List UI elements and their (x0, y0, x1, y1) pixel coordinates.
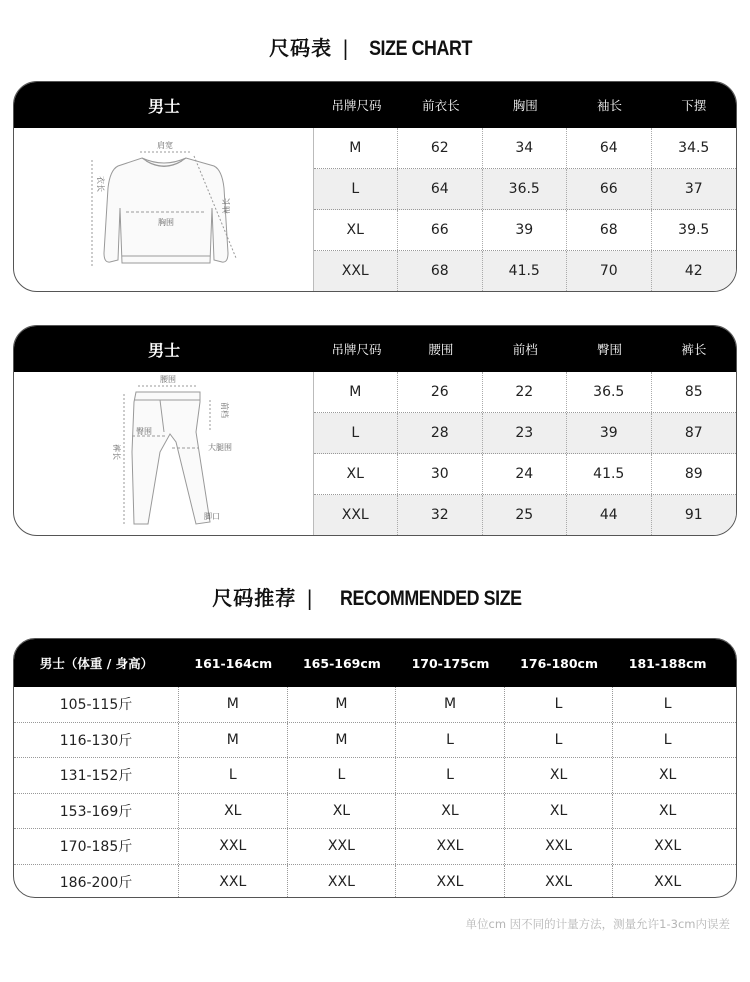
table-cell: 37 (684, 181, 703, 197)
size-cell: XXL (396, 829, 505, 864)
rec-col-height: 170-175cm (411, 655, 490, 671)
sweatshirt-illustration (14, 128, 314, 291)
recommended-size-table (13, 638, 737, 898)
size-cell: XXL (288, 865, 397, 899)
top-col-chest: 胸围 (512, 98, 538, 113)
label-sleeve: 袖长 (222, 198, 231, 214)
weight-cell: 131-152斤 (14, 758, 179, 793)
pants-col-hip: 臀围 (597, 342, 623, 357)
table-cell: XL (314, 210, 399, 250)
table-cell: 26 (398, 372, 483, 412)
size-cell: XXL (396, 865, 505, 899)
size-cell: XXL (179, 829, 288, 864)
top-col-hem: 下摆 (681, 98, 707, 113)
table-cell: 36.5 (567, 372, 652, 412)
table-row (14, 687, 736, 723)
table-cell: XXL (314, 251, 399, 291)
size-cell: L (396, 723, 505, 758)
top-col-sleeve: 袖长 (597, 98, 623, 113)
size-chart-title-en: SIZE CHART (368, 37, 472, 60)
table-cell: L (314, 169, 399, 209)
weight-cell: 170-185斤 (14, 829, 179, 864)
table-row (314, 169, 737, 210)
recommended-title-cn: 尺码推荐 (212, 586, 297, 610)
top-table-gender: 男士 (148, 96, 181, 116)
rec-col-height: 176-180cm (520, 655, 598, 671)
table-cell: 68 (567, 210, 652, 250)
table-row (14, 829, 736, 865)
table-cell: 41.5 (483, 251, 568, 291)
size-cell: XXL (505, 829, 614, 864)
sweatshirt-drawing (14, 128, 315, 291)
label-chest: 胸围 (158, 218, 174, 227)
label-thigh: 大腿围 (208, 443, 232, 452)
recommended-table-header (14, 639, 736, 687)
size-cell: M (288, 687, 397, 722)
table-cell: 64 (398, 169, 483, 209)
table-cell: 89 (684, 466, 703, 482)
title-separator: | (306, 586, 315, 610)
recommended-title (0, 582, 750, 611)
table-cell: M (314, 128, 399, 168)
table-cell: 36.5 (483, 169, 568, 209)
size-chart-title-cn: 尺码表 (269, 36, 333, 60)
measurement-footnote: 单位cm 因不同的计量方法，测量允许1-3cm内误差 (465, 917, 730, 931)
table-cell: 41.5 (567, 454, 652, 494)
size-cell: XL (505, 794, 614, 829)
size-cell: L (663, 696, 672, 713)
weight-cell: 105-115斤 (14, 687, 179, 722)
label-length: 衣长 (96, 176, 105, 192)
weight-cell: 153-169斤 (14, 794, 179, 829)
size-cell: XL (396, 794, 505, 829)
table-cell: 30 (398, 454, 483, 494)
rec-col-height: 181-188cm (628, 655, 707, 671)
table-cell: 66 (398, 210, 483, 250)
pants-col-waist: 腰围 (428, 342, 454, 357)
table-row (314, 495, 737, 535)
top-table-grid (314, 128, 737, 291)
size-cell: L (663, 731, 672, 748)
size-cell: M (396, 687, 505, 722)
table-row (314, 454, 737, 495)
pants-col-length: 裤长 (681, 342, 707, 357)
size-cell: L (505, 723, 614, 758)
table-row (314, 128, 737, 169)
size-cell: XL (658, 802, 677, 819)
label-hip: 臀围 (136, 427, 152, 436)
table-row (14, 865, 736, 899)
top-table-header (14, 82, 736, 128)
table-cell: 64 (567, 128, 652, 168)
table-cell: XL (314, 454, 399, 494)
pants-size-table (13, 325, 737, 536)
size-cell: L (505, 687, 614, 722)
size-cell: XL (288, 794, 397, 829)
table-cell: 39 (483, 210, 568, 250)
size-cell: M (179, 687, 288, 722)
table-cell: 85 (684, 384, 703, 400)
table-row (14, 723, 736, 759)
rec-col-height: 161-164cm (194, 655, 273, 671)
top-col-tag-size: 吊牌尺码 (331, 98, 382, 113)
label-rise: 前档 (220, 402, 229, 418)
pants-col-rise: 前档 (512, 342, 538, 357)
table-cell: 22 (483, 372, 568, 412)
table-cell: 44 (567, 495, 652, 535)
table-row (314, 413, 737, 454)
pants-table-header (14, 326, 736, 372)
top-col-front-length: 前衣长 (422, 98, 460, 113)
size-cell: L (288, 758, 397, 793)
size-cell: XXL (179, 865, 288, 899)
size-cell: XXL (288, 829, 397, 864)
table-cell: 25 (483, 495, 568, 535)
table-cell: 34 (483, 128, 568, 168)
pants-col-tag-size: 吊牌尺码 (331, 342, 382, 357)
table-cell: 39.5 (678, 222, 710, 238)
table-row (314, 372, 737, 413)
table-row (314, 210, 737, 251)
table-cell: 70 (567, 251, 652, 291)
label-waist: 腰围 (160, 375, 176, 384)
size-cell: XXL (505, 865, 614, 899)
table-cell: 23 (483, 413, 568, 453)
size-cell: XL (179, 794, 288, 829)
label-pants-length: 裤长 (112, 444, 121, 460)
size-cell: XL (658, 767, 677, 784)
pants-table-grid (314, 372, 737, 535)
table-cell: 28 (398, 413, 483, 453)
table-cell: 62 (398, 128, 483, 168)
size-cell: M (288, 723, 397, 758)
pants-table-gender: 男士 (148, 340, 181, 360)
table-cell: L (314, 413, 399, 453)
label-hem: 脚口 (204, 512, 220, 521)
top-size-table (13, 81, 737, 292)
rec-col-weight-height: 男士（体重 / 身高） (39, 656, 154, 671)
table-cell: 34.5 (678, 140, 710, 156)
table-cell: 42 (684, 263, 703, 279)
table-cell: XXL (314, 495, 399, 535)
rec-col-height: 165-169cm (302, 655, 381, 671)
size-cell: M (179, 723, 288, 758)
table-row (14, 758, 736, 794)
table-cell: 24 (483, 454, 568, 494)
recommended-table-body (14, 687, 736, 898)
table-cell: 66 (567, 169, 652, 209)
pants-drawing (14, 372, 315, 535)
table-row (314, 251, 737, 291)
size-cell: L (396, 758, 505, 793)
size-cell: XXL (654, 838, 682, 855)
table-cell: 91 (684, 507, 703, 523)
weight-cell: 186-200斤 (14, 865, 179, 899)
pants-illustration (14, 372, 314, 535)
table-cell: 68 (398, 251, 483, 291)
table-cell: M (314, 372, 399, 412)
table-cell: 87 (684, 425, 703, 441)
recommended-title-en: RECOMMENDED SIZE (340, 587, 522, 610)
size-chart-title (0, 32, 750, 61)
table-row (14, 794, 736, 830)
size-cell: XXL (654, 873, 682, 890)
table-cell: 32 (398, 495, 483, 535)
label-shoulder: 肩宽 (157, 141, 173, 150)
title-separator: | (342, 36, 350, 60)
size-cell: L (179, 758, 288, 793)
weight-cell: 116-130斤 (14, 723, 179, 758)
size-cell: XL (505, 758, 614, 793)
table-cell: 39 (567, 413, 652, 453)
